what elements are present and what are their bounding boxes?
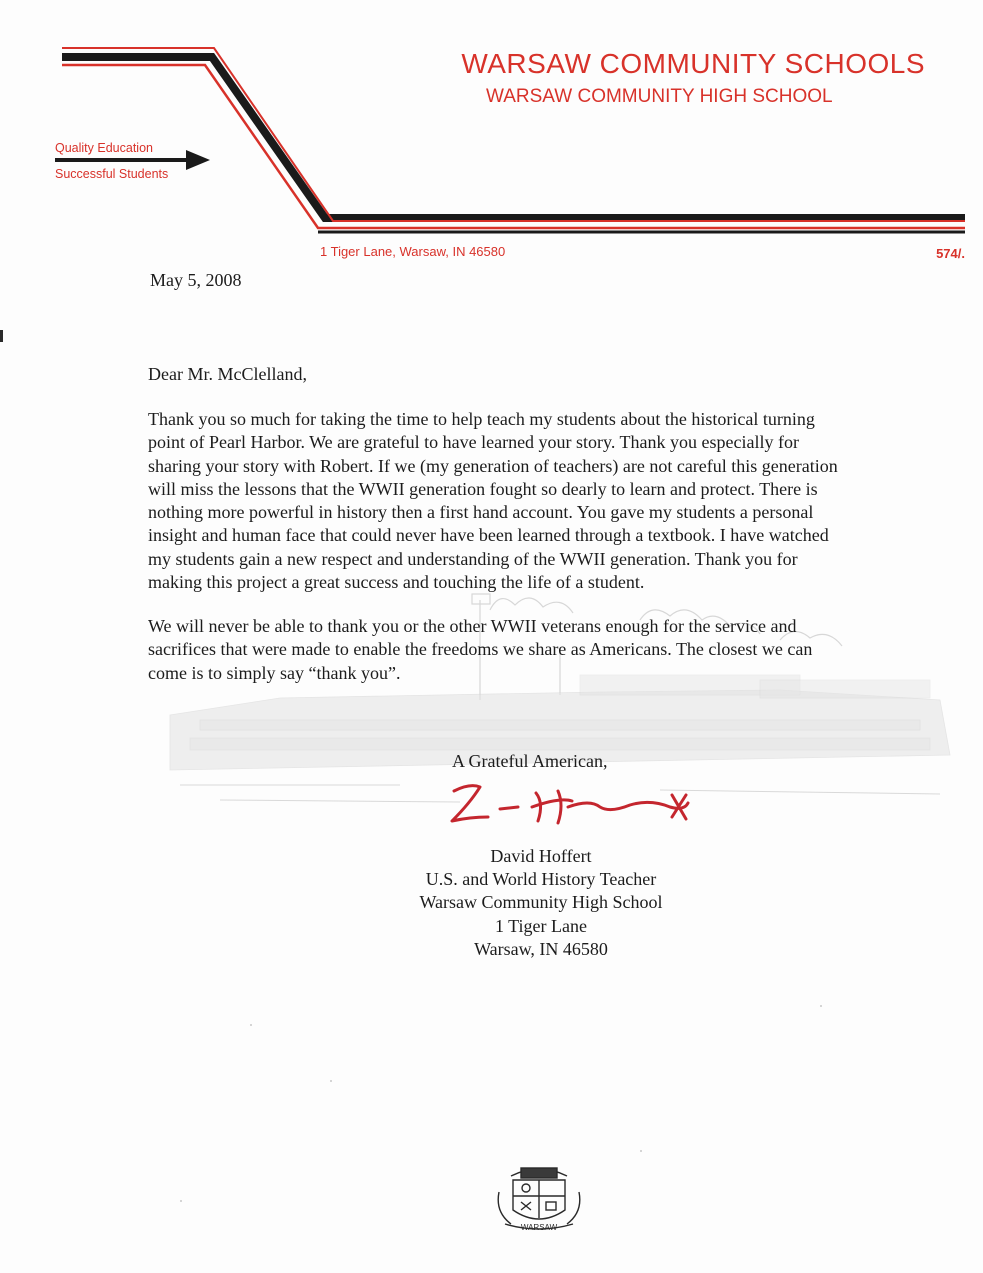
letter-date: May 5, 2008 — [150, 270, 242, 290]
paragraph-line: point of Pearl Harbor. We are grateful to have learned your story. Thank you especially for — [148, 432, 799, 453]
paragraph-line: We will never be able to thank you or the other WWII veterans enough for the service and — [148, 616, 797, 636]
letter-paragraph-1 — [148, 408, 948, 594]
signature — [440, 777, 700, 837]
scan-speck — [820, 1005, 822, 1007]
paragraph-line: my students gain a new respect and understanding of the WWII generation. Thank you for — [148, 548, 798, 569]
paragraph-line: making this project a great success and touching the life of a student. — [148, 572, 645, 593]
paragraph-line: sacrifices that were made to enable the freedoms we share as Americans. The closest we can — [148, 639, 813, 660]
paragraph-line: Thank you so much for taking the time to help teach my students about the historical turning — [148, 409, 815, 429]
letterhead-address: 1 Tiger Lane, Warsaw, IN 46580 — [320, 244, 506, 259]
paragraph-line: sharing your story with Robert. If we (my generation of teachers) are not careful this generation — [148, 455, 838, 476]
paragraph-line: come is to simply say “thank you”. — [148, 662, 401, 683]
paragraph-line: nothing more powerful in history then a first hand account. You gave my students a personal — [148, 502, 814, 523]
letter-paragraph-2 — [148, 615, 948, 685]
signer-street: 1 Tiger Lane — [495, 915, 587, 936]
letterhead-black-stripe — [62, 57, 965, 218]
scan-speck — [640, 1150, 642, 1152]
letter-salutation: Dear Mr. McClelland, — [148, 364, 307, 384]
scan-speck — [180, 1200, 182, 1202]
paragraph-line: will miss the lessons that the WWII generation fought so dearly to learn and protect. There is — [148, 478, 818, 499]
school-name: WARSAW COMMUNITY HIGH SCHOOL — [486, 86, 833, 107]
district-name: WARSAW COMMUNITY SCHOOLS — [461, 48, 925, 79]
scan-speck — [250, 1024, 252, 1026]
seal-text: WARSAW — [520, 1223, 558, 1232]
scan-edge-mark — [0, 330, 3, 342]
letterhead-phone: 574/. — [936, 246, 965, 261]
paragraph-line: insight and human face that could never have been learned through a textbook. I have watched — [148, 525, 829, 546]
signer-name: David Hoffert — [490, 846, 592, 866]
tagline-quality: Quality Education — [55, 141, 153, 155]
school-seal-icon — [491, 1162, 587, 1234]
letter-closing: A Grateful American, — [452, 751, 608, 771]
tagline-success: Successful Students — [55, 167, 169, 181]
signature-block — [396, 845, 686, 961]
signer-school: Warsaw Community High School — [419, 892, 663, 913]
signer-city: Warsaw, IN 46580 — [474, 938, 608, 959]
letterhead-stripes — [0, 0, 983, 270]
signer-title: U.S. and World History Teacher — [425, 869, 657, 890]
scan-speck — [330, 1080, 332, 1082]
